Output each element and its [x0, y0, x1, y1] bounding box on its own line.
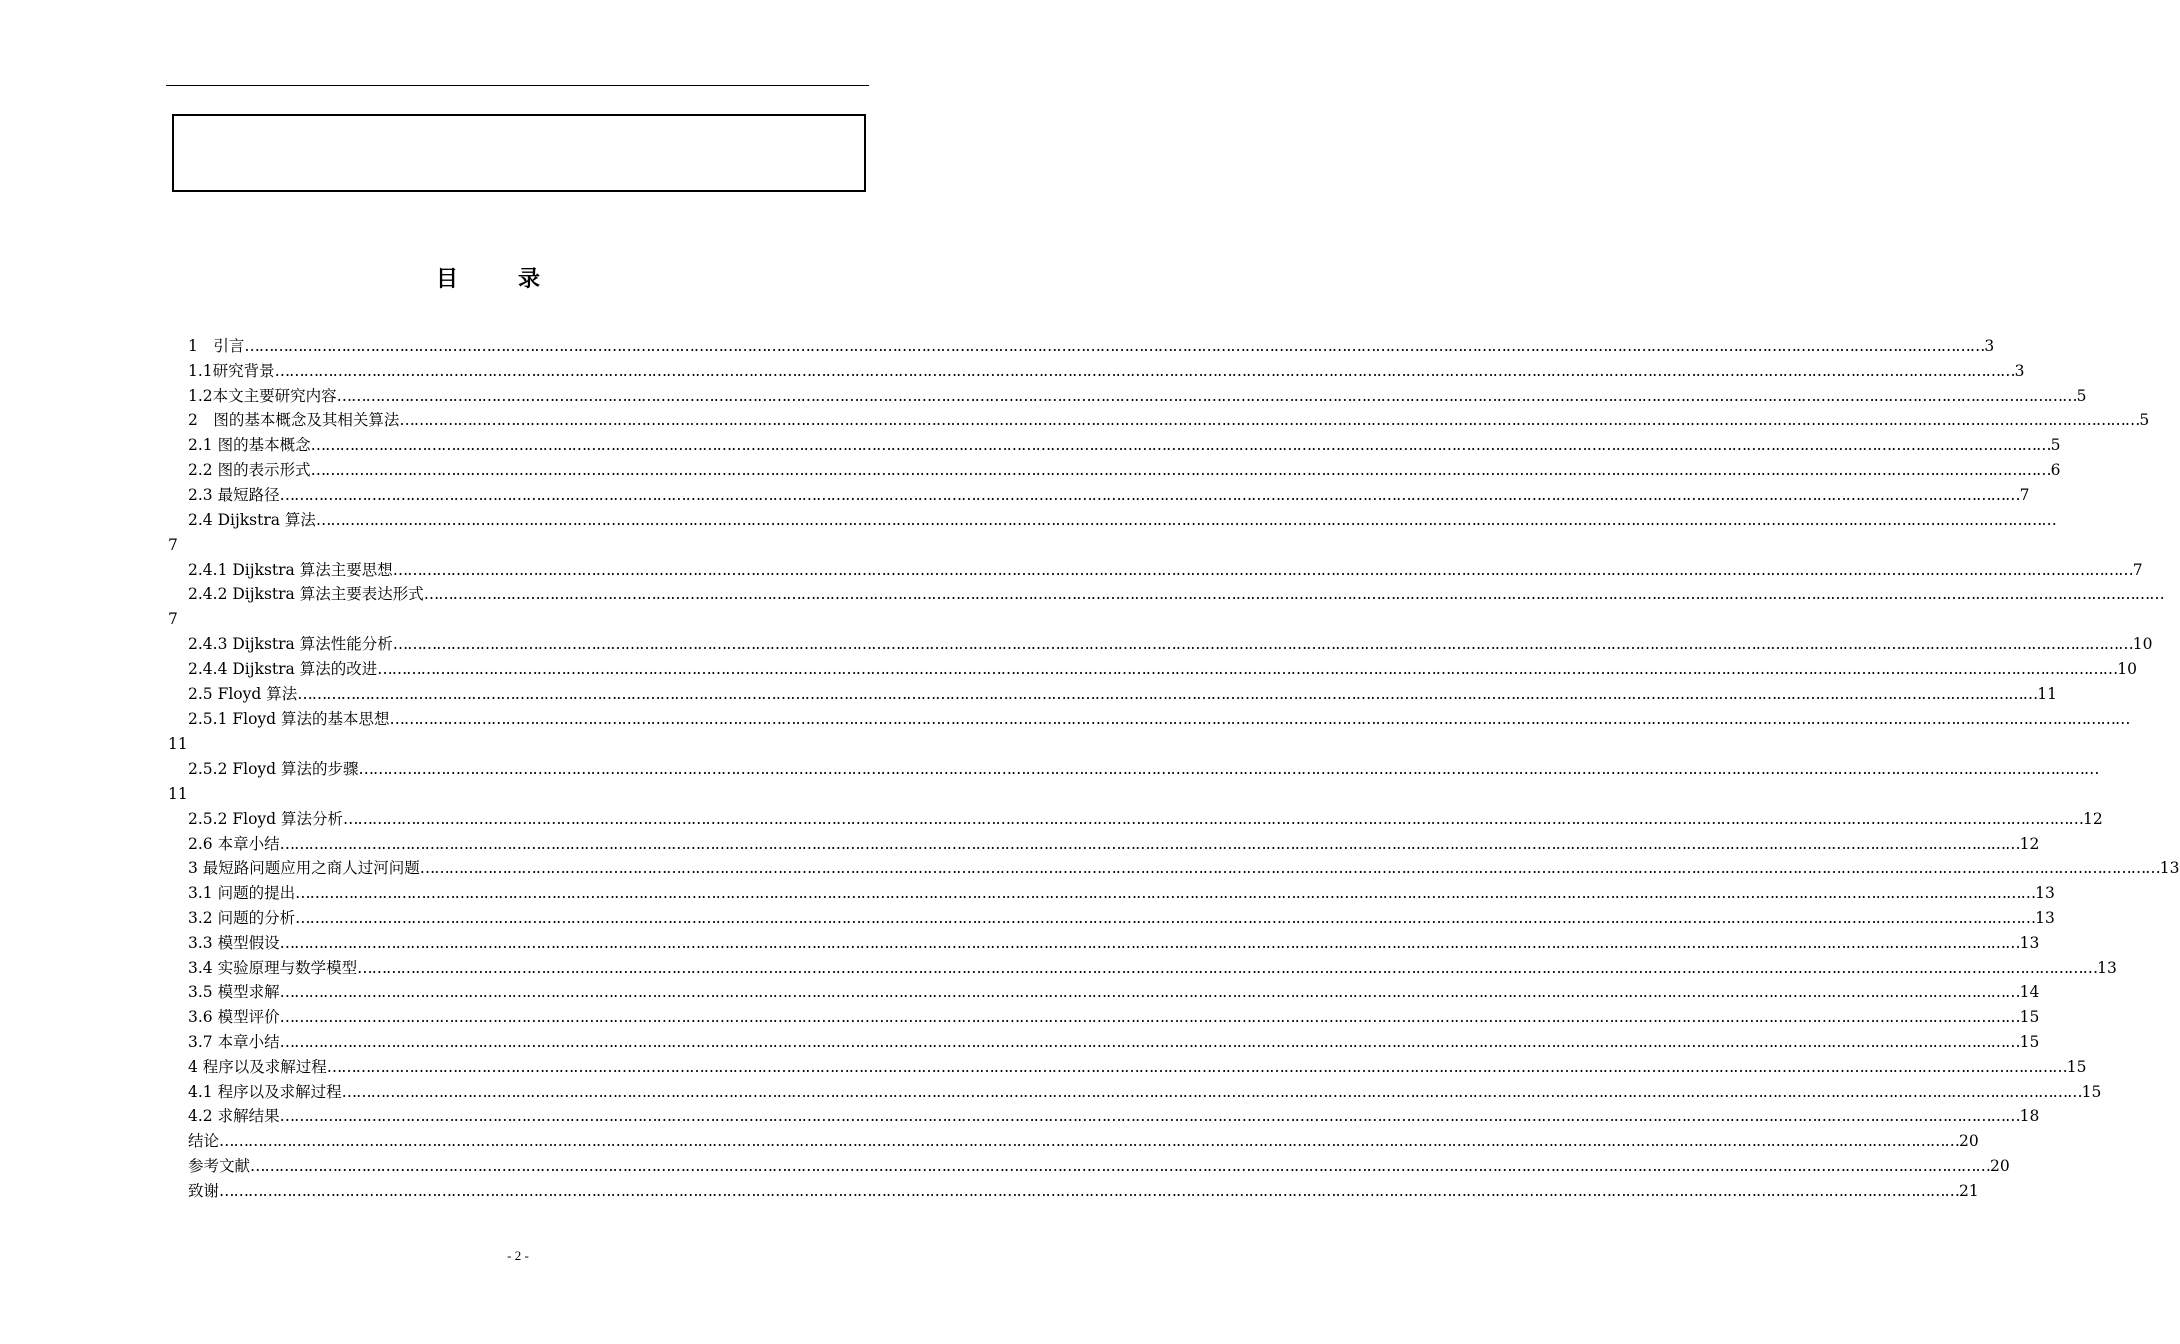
toc-entry-label: 1 引言 [188, 337, 245, 355]
toc-entry-label: 2.4.2 Dijkstra 算法主要表达形式 [188, 585, 424, 604]
toc-entry-label: 2.6 本章小结 [188, 834, 280, 853]
toc-entry[interactable] [188, 1007, 2040, 1029]
toc-entry[interactable] [188, 361, 2025, 383]
toc-leader-dots: ……………………………………………………………………………………………………………………………………………………………………………………………………………………………………………………………………………………………………………………………… [279, 983, 2020, 1002]
toc-entry-label: 2 图的基本概念及其相关算法 [188, 411, 400, 430]
toc-entry-page: 18 [2019, 1107, 2040, 1126]
toc-leader-dots: ……………………………………………………………………………………………………………………………………………………………………………………………………………………………………………………………………………………………………………………………… [357, 958, 2098, 977]
toc-leader-dots: ……………………………………………………………………………………………………………………………………………………………………………………………………………………………………………………………………………………………………………………………… [392, 560, 2133, 579]
toc-leader-dots: ……………………………………………………………………………………………………………………………………………………………………………………………………………………………………………………………………………………………………………………………… [279, 1033, 2020, 1051]
toc-leader-dots: ……………………………………………………………………………………………………………………………………………………………………………………………………………………………………………………………………………………………………………………………… [341, 1082, 2082, 1101]
toc-leader-dots: ……………………………………………………………………………………………………………………………………………………………………………………………………………………………………………………………………………………………………………………………… [244, 337, 1985, 355]
toc-entry[interactable] [188, 709, 2130, 731]
toc-entry-page: 7 [168, 535, 178, 554]
toc-entry[interactable] [188, 982, 2040, 1004]
toc-leader-dots: ……………………………………………………………………………………………………………………………………………………………………………………………………………………………………………………………………………………………………………………………… [274, 361, 2015, 380]
toc-entry-page: 13 [2019, 933, 2040, 952]
toc-entry-label: 4.2 求解结果 [188, 1107, 280, 1126]
toc-entry-label: 3 最短路问题应用之商人过河问题 [188, 859, 420, 878]
toc-leader-dots: ……………………………………………………………………………………………………………………………………………………………………………………………………………………………………………………………………………………………………………………………… [279, 485, 2020, 504]
toc-entry-page: 7 [168, 610, 178, 629]
toc-entry-label: 3.5 模型求解 [188, 983, 280, 1002]
toc-entry-label: 3.7 本章小结 [188, 1033, 280, 1051]
toc-entry-label: 参考文献 [188, 1157, 251, 1175]
toc-entry[interactable] [188, 485, 2030, 507]
toc-entry-label: 2.1 图的基本概念 [188, 436, 311, 455]
toc-leader-dots: ……………………………………………………………………………………………………………………………………………………………………………………………………………………………………………………………………………………………………………………………… [279, 1008, 2020, 1027]
toc-leader-dots: ……………………………………………………………………………………………………………………………………………………………………………………………………………………………………………………………………………………………………………………………… [392, 635, 2133, 654]
toc-entry[interactable] [188, 1082, 2102, 1104]
toc-entry[interactable] [188, 336, 1995, 358]
toc-entry[interactable] [188, 1181, 1979, 1203]
toc-entry[interactable] [188, 759, 2099, 781]
toc-entry[interactable] [188, 684, 2057, 706]
toc-entry-page: 10 [2132, 635, 2153, 654]
header-box [172, 114, 866, 192]
toc-entry[interactable] [188, 435, 2061, 457]
toc-leader-dots: ……………………………………………………………………………………………………………………………………………………………………………………………………………………………………………………………………………………………………………………………… [279, 933, 2020, 952]
toc-leader-dots: ……………………………………………………………………………………………………………………………………………………………………………………………………………………………………………………………………………………………………………………………… [389, 709, 2130, 728]
toc-entry[interactable] [188, 1131, 1979, 1153]
toc-entry[interactable] [188, 858, 2180, 880]
toc-entry[interactable] [188, 1057, 2087, 1079]
toc-entry-label: 2.4 Dijkstra 算法 [188, 510, 316, 529]
toc-entry-label: 2.3 最短路径 [188, 485, 280, 504]
toc-entry-label: 2.4.3 Dijkstra 算法性能分析 [188, 635, 393, 654]
toc-entry-page: 20 [1959, 1132, 1979, 1151]
toc-entry[interactable] [188, 933, 2040, 955]
toc-entry[interactable] [188, 659, 2137, 681]
toc-leader-dots: ……………………………………………………………………………………………………………………………………………………………………………………………………………………………………………………………………………………………………………………………… [279, 834, 2020, 853]
toc-entry-page: 12 [2083, 809, 2103, 828]
toc-entry-label: 2.5.2 Floyd 算法的步骤 [188, 759, 359, 778]
toc-leader-dots: ……………………………………………………………………………………………………………………………………………………………………………………………………………………………………………………………………………………………………………………………… [358, 759, 2099, 778]
toc-leader-dots: ……………………………………………………………………………………………………………………………………………………………………………………………………………………………………………………………………………………………………………………………… [295, 884, 2036, 903]
toc-entry-page: 13 [2035, 884, 2055, 903]
toc-entry[interactable] [188, 1106, 2040, 1128]
toc-entry-page: 7 [2019, 485, 2030, 504]
toc-entry-label: 2.4.1 Dijkstra 算法主要思想 [188, 560, 393, 579]
toc-leader-dots: ……………………………………………………………………………………………………………………………………………………………………………………………………………………………………………………………………………………………………………………………… [219, 1132, 1960, 1151]
toc-entry-page: 3 [2014, 361, 2025, 380]
toc-entry-page: 21 [1959, 1181, 1979, 1200]
toc-entry-label: 结论 [188, 1132, 220, 1151]
toc-entry-page: 10 [2117, 660, 2137, 679]
toc-entry[interactable] [188, 386, 2087, 408]
toc-entry-label: 2.5.2 Floyd 算法分析 [188, 809, 344, 828]
toc-entry-label: 2.2 图的表示形式 [188, 461, 311, 479]
toc-entry-page: 5 [2050, 436, 2061, 455]
toc-leader-dots: ……………………………………………………………………………………………………………………………………………………………………………………………………………………………………………………………………………………………………………………………… [326, 1057, 2067, 1076]
toc-leader-dots: ……………………………………………………………………………………………………………………………………………………………………………………………………………………………………………………………………………………………………………………………… [343, 809, 2084, 828]
toc-entry-page: 20 [1990, 1157, 2010, 1175]
toc-entry[interactable] [188, 1156, 2010, 1178]
toc-entry[interactable] [188, 958, 2117, 980]
toc-entry-page: 3 [1984, 337, 1995, 355]
toc-leader-dots: ……………………………………………………………………………………………………………………………………………………………………………………………………………………………………………………………………………………………………………………………… [219, 1181, 1960, 1200]
toc-entry[interactable] [188, 908, 2055, 930]
toc-entry-page: 13 [2097, 958, 2117, 977]
toc-entry[interactable] [188, 510, 2056, 532]
toc-entry[interactable] [188, 883, 2055, 905]
toc-leader-dots: ……………………………………………………………………………………………………………………………………………………………………………………………………………………………………………………………………………………………………………………………… [250, 1157, 1991, 1175]
toc-entry-label: 3.1 问题的提出 [188, 884, 296, 903]
toc-entry-label: 1.1研究背景 [188, 361, 275, 380]
toc-entry-page: 15 [2081, 1082, 2102, 1101]
toc-entry[interactable] [188, 560, 2143, 582]
toc-entry-label: 4.1 程序以及求解过程 [188, 1082, 342, 1101]
toc-entry[interactable] [188, 460, 2061, 482]
toc-entry-page: 11 [168, 734, 188, 753]
toc-leader-dots: ……………………………………………………………………………………………………………………………………………………………………………………………………………………………………………………………………………………………………………………………… [310, 436, 2051, 455]
toc-leader-dots: ……………………………………………………………………………………………………………………………………………………………………………………………………………………………………………………………………………………………………………………………… [310, 461, 2051, 479]
toc-entry[interactable] [188, 584, 2164, 606]
footer-page-number: - 2 - [507, 1248, 529, 1263]
toc-entry-label: 2.4.4 Dijkstra 算法的改进 [188, 660, 378, 679]
toc-title: 目录 [435, 267, 600, 292]
toc-leader-dots: ……………………………………………………………………………………………………………………………………………………………………………………………………………………………………………………………………………………………………………………………… [377, 660, 2118, 679]
toc-entry-label: 1.2本文主要研究内容 [188, 386, 337, 405]
toc-entry[interactable] [188, 809, 2103, 831]
toc-entry-label: 2.5.1 Floyd 算法的基本思想 [188, 709, 390, 728]
toc-entry-page: 13 [2035, 909, 2055, 927]
toc-leader-dots: ……………………………………………………………………………………………………………………………………………………………………………………………………………………………………………………………………………………………………………………………… [423, 585, 2164, 604]
toc-leader-dots: ……………………………………………………………………………………………………………………………………………………………………………………………………………………………………………………………………………………………………………………………… [297, 685, 2038, 703]
toc-entry-page: 15 [2066, 1057, 2087, 1076]
toc-entry[interactable] [188, 1032, 2040, 1054]
toc-leader-dots: ……………………………………………………………………………………………………………………………………………………………………………………………………………………………………………………………………………………………………………………………… [399, 411, 2140, 430]
toc-entry-page: 11 [168, 784, 188, 803]
toc-entry-page: 14 [2019, 983, 2040, 1002]
toc-entry-label: 3.3 模型假设 [188, 933, 280, 952]
toc-entry-label: 致谢 [188, 1181, 220, 1200]
toc-entry-page: 5 [2076, 386, 2087, 405]
header-rule [166, 85, 869, 86]
toc-leader-dots: ……………………………………………………………………………………………………………………………………………………………………………………………………………………………………………………………………………………………………………………………… [336, 386, 2077, 405]
toc-leader-dots: ……………………………………………………………………………………………………………………………………………………………………………………………………………………………………………………………………………………………………………………………… [295, 909, 2036, 927]
toc-leader-dots: ……………………………………………………………………………………………………………………………………………………………………………………………………………………………………………………………………………………………………………………………… [315, 510, 2056, 529]
toc-entry[interactable] [188, 634, 2153, 656]
toc-entry-page: 12 [2019, 834, 2040, 853]
toc-entry-label: 3.2 问题的分析 [188, 909, 296, 927]
toc-entry[interactable] [188, 834, 2040, 856]
toc-entry-page: 6 [2050, 461, 2061, 479]
toc-entry-label: 2.5 Floyd 算法 [188, 685, 298, 703]
toc-entry-page: 7 [2132, 560, 2143, 579]
toc-entry-page: 11 [2037, 685, 2057, 703]
toc-entry-label: 3.6 模型评价 [188, 1008, 280, 1027]
toc-entry-page: 13 [2159, 859, 2180, 878]
toc-entry-label: 3.4 实验原理与数学模型 [188, 958, 358, 977]
toc-leader-dots: ……………………………………………………………………………………………………………………………………………………………………………………………………………………………………………………………………………………………………………………………… [419, 859, 2160, 878]
toc-entry-page: 5 [2139, 411, 2150, 430]
toc-entry-label: 4 程序以及求解过程 [188, 1057, 327, 1076]
toc-entry-page: 15 [2019, 1008, 2040, 1027]
toc-entry-page: 15 [2019, 1033, 2040, 1051]
toc-leader-dots: ……………………………………………………………………………………………………………………………………………………………………………………………………………………………………………………………………………………………………………………………… [279, 1107, 2020, 1126]
toc-entry[interactable] [188, 410, 2150, 432]
